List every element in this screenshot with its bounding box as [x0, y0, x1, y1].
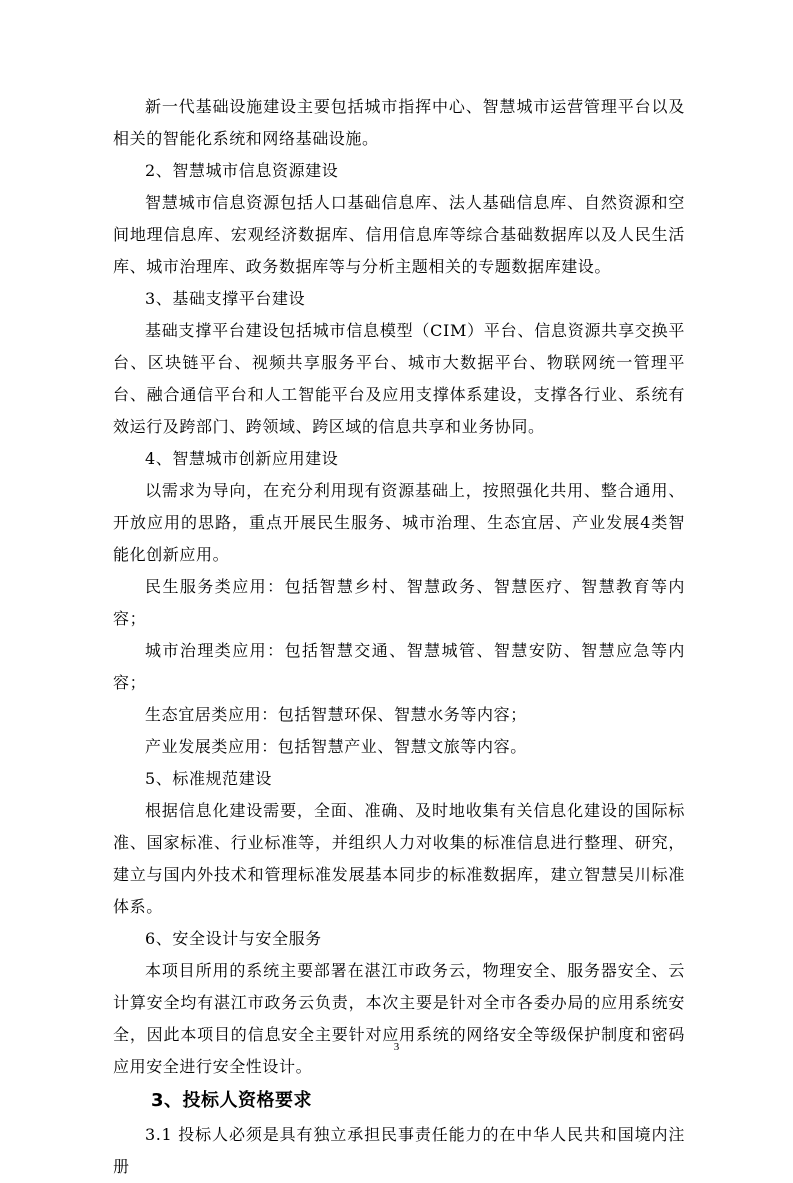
list-item-livelihood: 民生服务类应用：包括智慧乡村、智慧政务、智慧医疗、智慧教育等内容；: [113, 577, 685, 628]
page-content: [113, 91, 685, 1183]
paragraph-qualification-3-1: 3.1 投标人必须是具有独立承担民事责任能力的在中华人民共和国境内注册: [113, 1125, 685, 1176]
paragraph-infrastructure: 新一代基础设施建设主要包括城市指挥中心、智慧城市运营管理平台以及相关的智能化系统和网络基础设施。: [113, 97, 685, 148]
section-2-title: 2、智慧城市信息资源建设: [145, 161, 339, 180]
list-item-governance: 城市治理类应用：包括智慧交通、智慧城管、智慧安防、智慧应急等内容；: [113, 641, 685, 692]
section-4-title: 4、智慧城市创新应用建设: [145, 449, 339, 468]
list-item-industry: 产业发展类应用：包括智慧产业、智慧文旅等内容。: [145, 737, 527, 756]
paragraph-security: 本项目所用的系统主要部署在湛江市政务云，物理安全、服务器安全、云计算安全均有湛江市政务云负责，本次主要是针对全市各委办局的应用系统安全，因此本项目的信息安全主要针对应用系统的网络安全等级保护制度和密码应用安全进行安全性设计。: [113, 961, 685, 1076]
paragraph-support-platform: 基础支撑平台建设包括城市信息模型（CIM）平台、信息资源共享交换平台、区块链平台、视频共享服务平台、城市大数据平台、物联网统一管理平台、融合通信平台和人工智能平台及应用支撑体系建设，支撑各行业、系统有效运行及跨部门、跨领域、跨区域的信息共享和业务协同。: [113, 321, 685, 436]
list-item-ecology: 生态宜居类应用：包括智慧环保、智慧水务等内容；: [145, 705, 527, 724]
section-6-title: 6、安全设计与安全服务: [145, 929, 322, 948]
section-5-title: 5、标准规范建设: [145, 769, 272, 788]
section-3-title: 3、基础支撑平台建设: [145, 289, 306, 308]
paragraph-standards: 根据信息化建设需要，全面、准确、及时地收集有关信息化建设的国际标准、国家标准、行业标准等，并组织人力对收集的标准信息进行整理、研究，建立与国内外技术和管理标准发展基本同步的标准数据库，建立智慧吴川标准体系。: [113, 801, 685, 916]
heading-bidder-qualification: 3、投标人资格要求: [151, 1090, 313, 1111]
paragraph-innovation-apps: 以需求为导向，在充分利用现有资源基础上，按照强化共用、整合通用、开放应用的思路，重点开展民生服务、城市治理、生态宜居、产业发展4类智能化创新应用。: [113, 481, 685, 564]
paragraph-info-resources: 智慧城市信息资源包括人口基础信息库、法人基础信息库、自然资源和空间地理信息库、宏观经济数据库、信用信息库等综合基础数据库以及人民生活库、城市治理库、政务数据库等与分析主题相关的专题数据库建设。: [113, 193, 685, 276]
page-number: 3: [393, 1041, 400, 1053]
